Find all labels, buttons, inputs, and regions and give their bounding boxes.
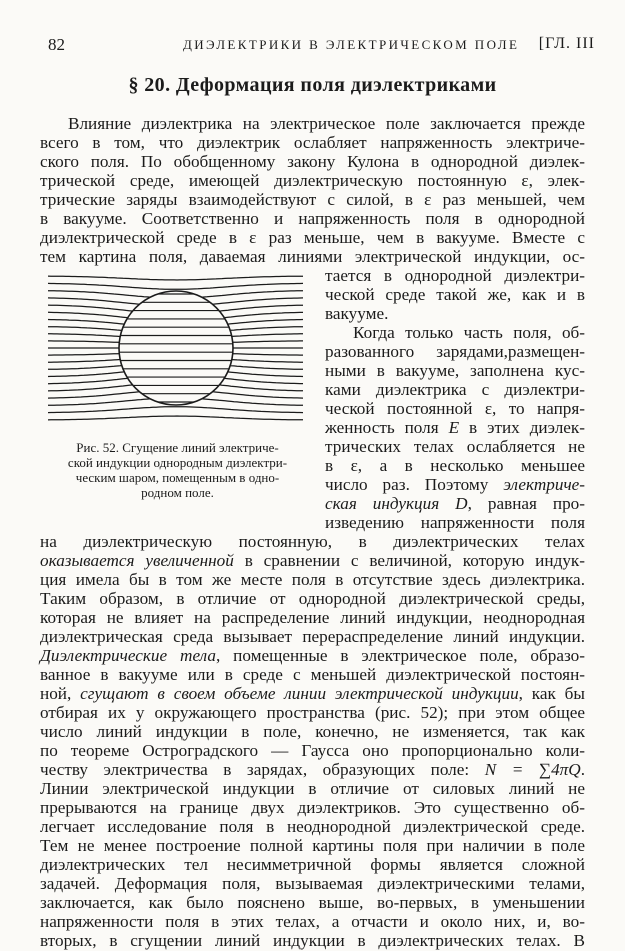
- text-line: оказывается увеличенной в сравнении с величиной, которую индук-: [40, 551, 585, 570]
- text-line: трической среде, имеющей диэлектрическую постоянную ε, элек-: [40, 171, 585, 190]
- text-line: по теореме Остроградского — Гаусса оно пропорционально коли-: [40, 741, 585, 760]
- text-line: тается в однородной диэлектри-: [325, 266, 585, 285]
- text-line: женность поля E в этих диэлек-: [325, 418, 585, 437]
- text-line: ская индукция D, равная про-: [325, 494, 585, 513]
- caption-line: ской индукции однородным диэлектри-: [67, 455, 288, 470]
- caption-line: ческим шаром, помещенным в одно-: [75, 470, 280, 485]
- caption-line: родном поле.: [141, 485, 214, 500]
- text-line: которая не влияет на распределение линий индукции, неоднородная: [40, 608, 585, 627]
- text-line: напряженности поля в этих телах, а отчасти и около них, и, во-: [40, 912, 585, 931]
- text-line: ной, сгущают в своем объеме линии электрической индукции, как бы: [40, 684, 585, 703]
- text-line: тем картина поля, даваемая линиями электрической индукции, ос-: [40, 247, 585, 266]
- text-line: задачей. Деформация поля, вызываемая диэлектрическими телами,: [40, 874, 585, 893]
- text-line: ванное в вакууме или в среде с меньшей диэлектрической постоян-: [40, 665, 585, 684]
- text-line: Таким образом, в отличие от однородной диэлектрической среды,: [40, 589, 585, 608]
- text-line: Влияние диэлектрика на электрическое поле заключается прежде: [68, 114, 585, 133]
- text-line: ными в вакууме, заполнена кус-: [325, 361, 585, 380]
- text-line: трические заряды взаимодействуют с силой, в ε раз меньшей, чем: [40, 190, 585, 209]
- text-line: на диэлектрическую постоянную, в диэлектрических телах: [40, 532, 585, 551]
- text-line: прерываются на границе двух диэлектриков. Это существенно об-: [40, 798, 585, 817]
- text-line: число раз. Поэтому электриче-: [325, 475, 585, 494]
- text-line: вторых, в сгущении линий индукции в диэлектрических телах. В: [40, 931, 585, 950]
- text-line: диэлектрической среде в ε раз меньше, чем в вакууме. Вместе с: [40, 228, 585, 247]
- dielectric-sphere: [119, 291, 233, 405]
- field-line: [48, 283, 303, 289]
- figure-caption: [40, 440, 315, 500]
- running-header: [48, 35, 595, 61]
- text-line: изведению напряженности поля: [325, 513, 585, 532]
- text-line: Диэлектрические тела, помещенные в электрическое поле, образо-: [40, 646, 585, 665]
- field-line: [48, 276, 303, 280]
- text-line: в ε, а в несколько меньшее: [325, 456, 585, 475]
- text-line: диэлектрических тел несимметричной формы является сложной: [40, 855, 585, 874]
- text-line: трических телах ослабляется не: [325, 437, 585, 456]
- running-title: ДИЭЛЕКТРИКИ В ЭЛЕКТРИЧЕСКОМ ПОЛЕ: [183, 37, 520, 52]
- text-line: в вакууме. Соответственно и напряженность поля в однородной: [40, 209, 585, 228]
- chapter-label: [ГЛ. III: [538, 35, 595, 52]
- text-line: отбирая их у окружающего пространства (рис. 52); при этом общее: [40, 703, 585, 722]
- text-line: Линии электрической индукции в отличие от силовых линий не: [40, 779, 585, 798]
- text-line: ского поля. По обобщенному закону Кулона в однородной диэлек-: [40, 152, 585, 171]
- figure-52-field-lines: [40, 268, 312, 430]
- text-line: разованного зарядами,размещен-: [325, 342, 585, 361]
- text-line: число линий индукции в поле, конечно, не изменяется, так как: [40, 722, 585, 741]
- caption-line: Рис. 52. Сгущение линий электриче-: [76, 440, 279, 455]
- text-line: Когда только часть поля, об-: [353, 323, 585, 342]
- field-line: [48, 407, 303, 413]
- section-title: § 20. Деформация поля диэлектриками: [128, 74, 497, 96]
- text-line: вакууме.: [325, 304, 389, 323]
- field-line: [48, 416, 303, 420]
- text-line: заключается, как было пояснено выше, во-первых, в уменьшении: [40, 893, 585, 912]
- text-line: ками диэлектрика с диэлектри-: [325, 380, 585, 399]
- text-line: ческой среде такой же, как и в: [325, 285, 585, 304]
- page-number: 82: [48, 35, 65, 54]
- text-line: легчает исследование поля в неоднородной диэлектрической среде.: [40, 817, 585, 836]
- text-line: ция имела бы в том же месте поля в отсутствие здесь диэлектрика.: [40, 570, 585, 589]
- text-line: Тем не менее построение полной картины поля при наличии в поле: [40, 836, 585, 855]
- text-line: всего в том, что диэлектрик ослабляет напряженность электриче-: [40, 133, 585, 152]
- text-line: честву электричества в зарядах, образующих поле: N = ∑4πQ.: [40, 760, 585, 779]
- text-line: ческой постоянной ε, то напря-: [325, 399, 585, 418]
- text-line: диэлектрическая среда вызывает перераспределение линий индукции.: [40, 627, 585, 646]
